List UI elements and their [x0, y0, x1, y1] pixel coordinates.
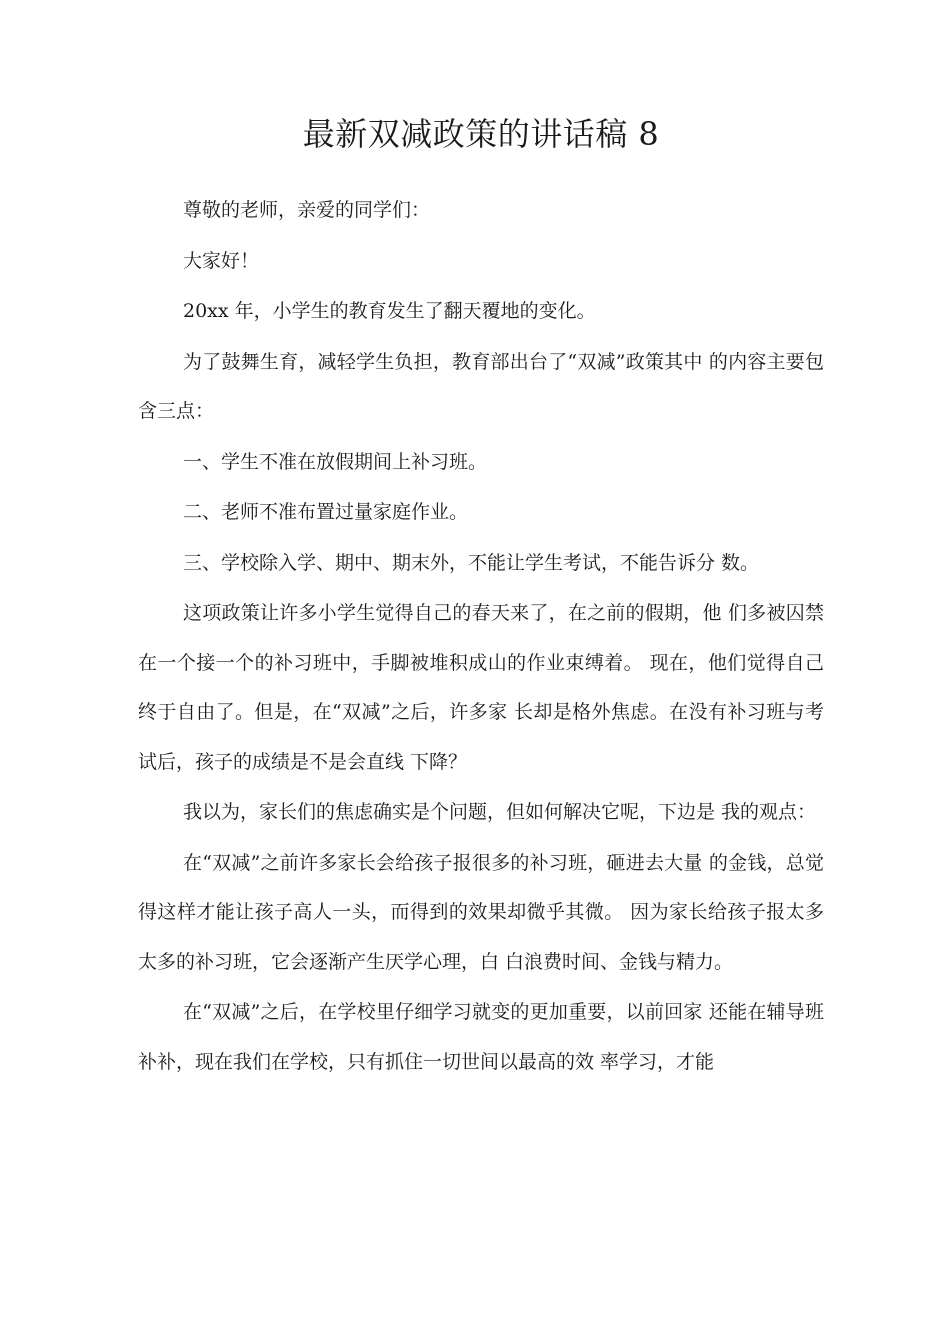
- paragraph: 我以为，家长们的焦虑确实是个问题，但如何解决它呢，下边是 我的观点：: [183, 801, 817, 823]
- paragraph: 为了鼓舞生育，减轻学生负担，教育部出台了“双减”政策其中 的内容主要包含三点：: [138, 350, 824, 422]
- paragraph-point-3: 三、学校除入学、期中、期末外，不能让学生考试，不能告诉分 数。: [183, 551, 760, 574]
- paragraph: 在“双减”之后，在学校里仔细学习就变的更加重要，以前回家 还能在辅导班补补，现在我们在学校，只有抓住一切世间以最高的效 率学习，才能: [138, 1001, 824, 1073]
- paragraph: 这项政策让许多小学生觉得自己的春天来了，在之前的假期，他 们多被囚禁在一个接一个的补习班中，手脚被堆积成山的作业束缚着。 现在，他们觉得自己终于自由了。但是，在“双减”之后，许多家 长却是格外焦虑。在没有补习班与考试后，孩子的成绩是不是会直线 下降？: [138, 602, 824, 773]
- paragraph-point-1: 一、学生不准在放假期间上补习班。: [183, 450, 488, 473]
- paragraph: 在“双减”之前许多家长会给孩子报很多的补习班，砸进去大量 的金钱，总觉得这样才能让孩子高人一头，而得到的效果却微乎其微。 因为家长给孩子报太多太多的补习班，它会逐渐产生厌学心理，白 白浪费时间、金钱与精力。: [138, 851, 824, 973]
- paragraph-salutation: 尊敬的老师，亲爱的同学们：: [183, 199, 431, 221]
- paragraph: 20xx 年，小学生的教育发生了翻天覆地的变化。: [183, 300, 596, 322]
- paragraph-point-2: 二、老师不准布置过量家庭作业。: [183, 501, 469, 523]
- document-title: 最新双减政策的讲话稿 8: [302, 115, 660, 153]
- document-body: [138, 186, 824, 1088]
- paragraph-greeting: 大家好！: [183, 249, 260, 272]
- document-page: [138, 0, 824, 1344]
